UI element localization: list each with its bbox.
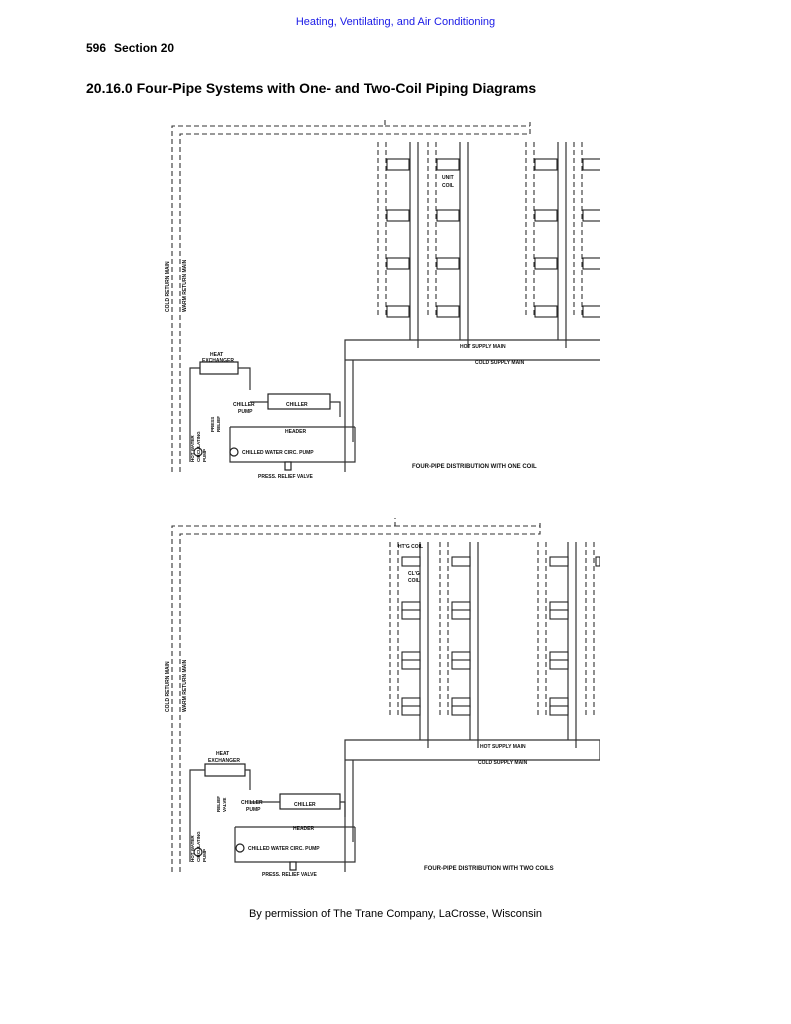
return-mains	[172, 518, 540, 872]
header-label: HEADER	[293, 826, 315, 832]
plant-equipment	[190, 764, 355, 870]
hot-supply-main-label: HOT SUPPLY MAIN	[480, 744, 526, 750]
hot-water-pump-label: HOT WATER	[190, 435, 195, 462]
heat-exchanger-label: HEAT	[216, 751, 230, 757]
cold-return-main-label: COLD RETURN MAIN	[165, 261, 171, 312]
chiller-pump-label: CHILLER	[241, 800, 263, 806]
figure-one-caption: FOUR-PIPE DISTRIBUTION WITH ONE COIL	[412, 464, 537, 470]
riser-columns	[378, 142, 600, 348]
relief-label: RELIEF	[216, 795, 221, 812]
heat-exchanger-label-2: EXCHANGER	[202, 358, 234, 364]
figure-credit: By permission of The Trane Company, LaCrosse, Wisconsin	[248, 908, 543, 920]
chiller-pump-label-2: PUMP	[246, 807, 261, 813]
two-coil-piping-diagram	[150, 512, 600, 887]
cold-supply-main-label: COLD SUPPLY MAIN	[478, 760, 528, 766]
heat-exchanger-label: HEAT	[210, 352, 224, 358]
page-header	[86, 41, 182, 55]
hot-water-pump-label: HOT WATER	[190, 835, 195, 862]
page-number: 596	[86, 41, 107, 55]
htg-coil-label: HT'G COIL	[398, 544, 424, 550]
relief-label-2: VALVE	[222, 797, 227, 812]
clg-coil-label-2: COIL	[408, 578, 420, 584]
chiller-pump-label: CHILLER	[233, 402, 255, 408]
header-label: HEADER	[285, 429, 307, 435]
page-title: 20.16.0 Four-Pipe Systems with One- and Two-Coil Piping Diagrams	[86, 80, 537, 96]
running-head: Heating, Ventilating, and Air Conditioning	[295, 16, 496, 28]
unit-coil-label-2: COIL	[442, 183, 454, 189]
warm-return-main-label: WARM RETURN MAIN	[182, 659, 188, 712]
chilled-water-pump-label: CHILLED WATER CIRC. PUMP	[242, 450, 314, 456]
section-label: Section 20	[114, 41, 175, 55]
one-coil-piping-diagram	[150, 112, 600, 487]
cooling-coils	[402, 610, 568, 715]
cold-return-main-label: COLD RETURN MAIN	[165, 661, 171, 712]
unit-coils	[387, 159, 600, 317]
chiller-label: CHILLER	[286, 402, 308, 408]
chilled-water-pump-label: CHILLED WATER CIRC. PUMP	[248, 846, 320, 852]
hot-supply-main-label: HOT SUPPLY MAIN	[460, 344, 506, 350]
unit-coil-label: UNIT	[442, 175, 454, 181]
hot-water-pump-label-3: PUMP	[202, 848, 207, 862]
relief-label-2: RELIEF	[216, 415, 221, 432]
riser-columns	[390, 542, 594, 748]
cold-supply-main-label: COLD SUPPLY MAIN	[475, 360, 525, 366]
clg-coil-label: CL'G	[408, 571, 420, 577]
chiller-pump-label-2: PUMP	[238, 409, 253, 415]
hot-water-pump-label-2: CIRCULATING	[196, 431, 201, 462]
relief-label: PRESS	[210, 416, 215, 432]
press-relief-valve-label: PRESS. RELIEF VALVE	[258, 474, 313, 480]
supply-mains	[345, 740, 600, 872]
figure-two-caption: FOUR-PIPE DISTRIBUTION WITH TWO COILS	[424, 866, 554, 872]
press-relief-valve-label: PRESS. RELIEF VALVE	[262, 872, 317, 878]
chiller-label: CHILLER	[294, 802, 316, 808]
hot-water-pump-label-3: PUMP	[202, 448, 207, 462]
heating-coils	[402, 557, 600, 707]
heat-exchanger-label-2: EXCHANGER	[208, 758, 240, 764]
supply-mains	[345, 340, 600, 472]
warm-return-main-label: WARM RETURN MAIN	[182, 259, 188, 312]
return-mains	[172, 118, 530, 472]
hot-water-pump-label-2: CIRCULATING	[196, 831, 201, 862]
